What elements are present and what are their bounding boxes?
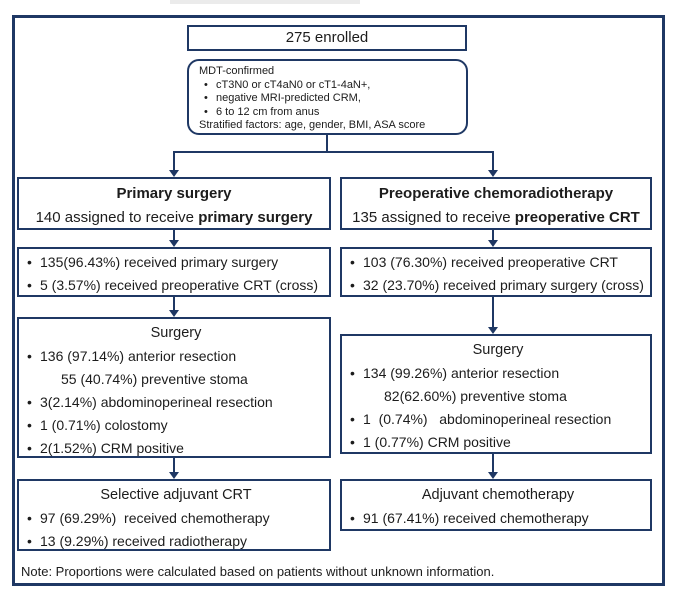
received-text: 135(96.43%) received primary surgery [40, 254, 279, 270]
arrow-head [488, 327, 498, 334]
crt-surgery-outcome-box [340, 334, 652, 454]
primary-surgery-outcome-box [17, 317, 331, 458]
preoperative-crt-header-box [340, 177, 652, 230]
criteria-text: 6 to 12 cm from anus [216, 105, 320, 118]
bullet-icon: • [27, 348, 32, 364]
surgery-box-title: Surgery [472, 342, 524, 358]
arm-title: Primary surgery [116, 185, 232, 202]
surgery-item [27, 414, 325, 437]
connector-split [173, 151, 494, 153]
bullet-icon: • [204, 105, 208, 118]
surgery-item [350, 362, 646, 385]
surgery-text: 2(1.52%) CRM positive [40, 440, 184, 456]
adjuvant-item [27, 507, 325, 530]
bullet-icon: • [350, 510, 355, 526]
arrow-line [492, 151, 494, 170]
adjuvant-item [350, 507, 646, 530]
connector-stem [326, 135, 328, 152]
top-edge-artifact [170, 0, 360, 4]
surgery-text: 55 (40.74%) preventive stoma [61, 371, 248, 387]
received-text: 32 (23.70%) received primary surgery (cross) [363, 277, 644, 293]
eligibility-criteria-box [187, 59, 468, 135]
adjuvant-text: 97 (69.29%) received chemotherapy [40, 510, 270, 526]
surgery-text: 1 (0.71%) colostomy [40, 417, 168, 433]
enrolled-box [187, 25, 467, 51]
arrow-head [169, 170, 179, 177]
surgery-text: 134 (99.26%) anterior resection [363, 365, 560, 381]
surgery-box-title: Surgery [150, 325, 202, 341]
received-item [350, 274, 646, 297]
bullet-icon: • [350, 254, 355, 270]
arm-assigned-line [19, 206, 329, 230]
received-text: 5 (3.57%) received preoperative CRT (cross) [40, 277, 319, 293]
assigned-prefix: 140 assigned to receive [35, 209, 199, 226]
bullet-icon: • [27, 510, 32, 526]
footnote: Note: Proportions were calculated based on patients without unknown information. [21, 564, 495, 579]
surgery-text: 1 (0.74%) abdominoperineal resection [363, 411, 612, 427]
bullet-icon: • [350, 434, 355, 450]
arrow-line [173, 297, 175, 310]
enrolled-text: 275 enrolled [285, 29, 369, 46]
received-item [350, 251, 646, 274]
surgery-text: 82(62.60%) preventive stoma [384, 388, 567, 404]
surgery-item [27, 437, 325, 460]
arrow-head [488, 472, 498, 479]
arrow-head [169, 472, 179, 479]
primary-surgery-header-box [17, 177, 331, 230]
criteria-text: cT3N0 or cT4aN0 or cT1-4aN+, [216, 78, 371, 91]
bullet-icon: • [350, 365, 355, 381]
arrow-line [173, 458, 175, 472]
bullet-icon: • [27, 533, 32, 549]
received-item [27, 274, 325, 297]
adjuvant-box-title: Selective adjuvant CRT [100, 487, 252, 503]
surgery-text: 3(2.14%) abdominoperineal resection [40, 394, 273, 410]
criteria-item [199, 106, 456, 120]
surgery-item [27, 391, 325, 414]
surgery-item [27, 345, 325, 368]
surgery-subitem [350, 385, 646, 408]
bullet-icon: • [27, 417, 32, 433]
bullet-icon: • [204, 92, 208, 104]
received-text: 103 (76.30%) received preoperative CRT [363, 254, 618, 270]
criteria-item [199, 92, 456, 106]
adjuvant-text: 13 (9.29%) received radiotherapy [40, 533, 248, 549]
selective-adjuvant-crt-box [17, 479, 331, 551]
arrow-line [173, 230, 175, 240]
criteria-item [199, 79, 456, 93]
arrow-line [492, 230, 494, 240]
surgery-text: 136 (97.14%) anterior resection [40, 348, 237, 364]
arrow-line [492, 454, 494, 472]
assigned-prefix: 135 assigned to receive [352, 209, 515, 226]
adjuvant-box-title: Adjuvant chemotherapy [421, 487, 575, 503]
arrow-head [488, 240, 498, 247]
surgery-subitem [27, 368, 325, 391]
received-item [27, 251, 325, 274]
primary-received-box [17, 247, 331, 297]
bullet-icon: • [27, 277, 32, 293]
criteria-footer: Stratified factors: age, gender, BMI, ASA score [199, 119, 426, 131]
surgery-text: 1 (0.77%) CRM positive [363, 434, 511, 450]
arm-assigned-line [342, 206, 650, 230]
criteria-text: negative MRI-predicted CRM, [216, 92, 361, 104]
criteria-title: MDT-confirmed [199, 65, 275, 77]
surgery-item [350, 431, 646, 454]
assigned-treatment: primary surgery [198, 209, 313, 226]
arrow-head [169, 310, 179, 317]
surgery-item [350, 408, 646, 431]
bullet-icon: • [27, 254, 32, 270]
arrow-line [492, 297, 494, 327]
crt-received-box [340, 247, 652, 297]
adjuvant-chemotherapy-box [340, 479, 652, 531]
bullet-icon: • [27, 394, 32, 410]
bullet-icon: • [350, 277, 355, 293]
arm-title: Preoperative chemoradiotherapy [378, 185, 614, 202]
bullet-icon: • [350, 411, 355, 427]
adjuvant-text: 91 (67.41%) received chemotherapy [363, 510, 589, 526]
assigned-treatment: preoperative CRT [514, 209, 640, 226]
arrow-head [169, 240, 179, 247]
bullet-icon: • [204, 78, 208, 91]
adjuvant-item [27, 530, 325, 553]
arrow-head [488, 170, 498, 177]
bullet-icon: • [27, 440, 32, 456]
arrow-line [173, 151, 175, 170]
